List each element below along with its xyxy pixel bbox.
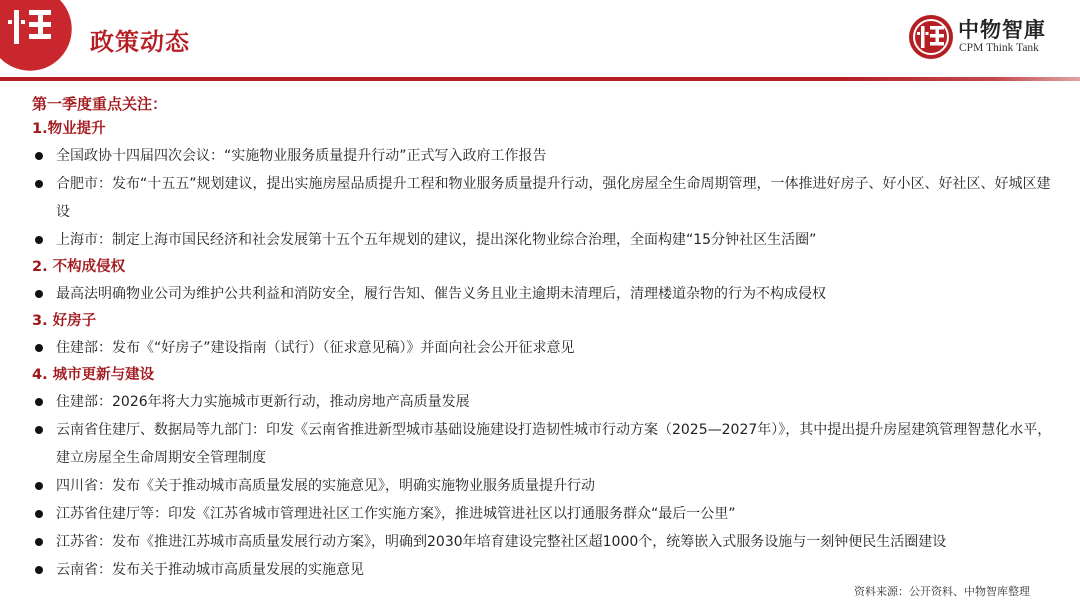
bullet-icon	[32, 334, 56, 362]
seal-icon	[908, 14, 954, 60]
list-item-text: 云南省住建厅、数据局等九部门：印发《云南省推进新型城市基础设施建设打造韧性城市行动方案（2025—2027年）》，其中提出提升房屋建筑管理智慧化水平，建立房屋全生命周期安全管理制度	[56, 422, 1052, 466]
content-heading: 第一季度重点关注：	[32, 95, 168, 113]
source-note: 资料来源：公开资料、中物智库整理	[854, 585, 1030, 598]
list-item	[32, 226, 1062, 254]
header-divider	[0, 77, 1080, 81]
list-item	[32, 528, 1062, 556]
list-item	[32, 416, 1062, 472]
bullet-icon	[32, 416, 56, 472]
bullet-icon	[32, 500, 56, 528]
section-title-urban-renewal: 4. 城市更新与建设	[32, 367, 155, 383]
list-item	[32, 556, 1062, 584]
section-title-good-housing: 3. 好房子	[32, 313, 97, 329]
bullet-icon	[32, 226, 56, 254]
bullet-icon	[32, 472, 56, 500]
corner-logo-mark	[0, 0, 86, 76]
section-title-infringement: 2. 不构成侵权	[32, 259, 126, 275]
list-item	[32, 280, 1062, 308]
list-item-text: 江苏省住建厅等：印发《江苏省城市管理进社区工作实施方案》，推进城管进社区以打通服务群众“最后一公里”	[56, 506, 736, 522]
list-item-text: 住建部：2026年将大力实施城市更新行动，推动房地产高质量发展	[56, 394, 470, 410]
bullet-icon	[32, 528, 56, 556]
bullet-icon	[32, 556, 56, 584]
list-item-text: 云南省：发布关于推动城市高质量发展的实施意见	[56, 562, 364, 578]
bullet-icon	[32, 280, 56, 308]
bullet-icon	[32, 388, 56, 416]
list-item	[32, 472, 1062, 500]
section-title-property: 1.物业提升	[32, 121, 106, 137]
brand-logo	[908, 12, 1064, 64]
bullet-icon	[32, 142, 56, 170]
logo-chinese-name: 中物智庫	[958, 17, 1046, 42]
logo-english-name: CPM Think Tank	[959, 42, 1039, 54]
list-item-text: 最高法明确物业公司为维护公共利益和消防安全，履行告知、催告义务且业主逾期未清理后，清理楼道杂物的行为不构成侵权	[56, 286, 826, 302]
list-item	[32, 334, 1062, 362]
list-item-text: 合肥市：发布“十五五”规划建议，提出实施房屋品质提升工程和物业服务质量提升行动，强化房屋全生命周期管理，一体推进好房子、好小区、好社区、好城区建设	[56, 176, 1051, 220]
list-item	[32, 142, 1062, 170]
list-item-text: 江苏省：发布《推进江苏城市高质量发展行动方案》，明确到2030年培育建设完整社区超1000个，统筹嵌入式服务设施与一刻钟便民生活圈建设	[56, 534, 947, 550]
list-item	[32, 170, 1062, 226]
list-item-text: 上海市：制定上海市国民经济和社会发展第十五个五年规划的建议，提出深化物业综合治理，全面构建“15分钟社区生活圈”	[56, 232, 817, 248]
page-title: 政策动态	[90, 27, 190, 56]
list-item	[32, 388, 1062, 416]
policy-content	[32, 92, 1062, 584]
list-item-text: 全国政协十四届四次会议：“实施物业服务质量提升行动”正式写入政府工作报告	[56, 148, 547, 164]
list-item	[32, 500, 1062, 528]
list-item-text: 四川省：发布《关于推动城市高质量发展的实施意见》，明确实施物业服务质量提升行动	[56, 478, 595, 494]
bullet-icon	[32, 170, 56, 226]
list-item-text: 住建部：发布《“好房子”建设指南（试行）（征求意见稿）》并面向社会公开征求意见	[56, 340, 575, 356]
